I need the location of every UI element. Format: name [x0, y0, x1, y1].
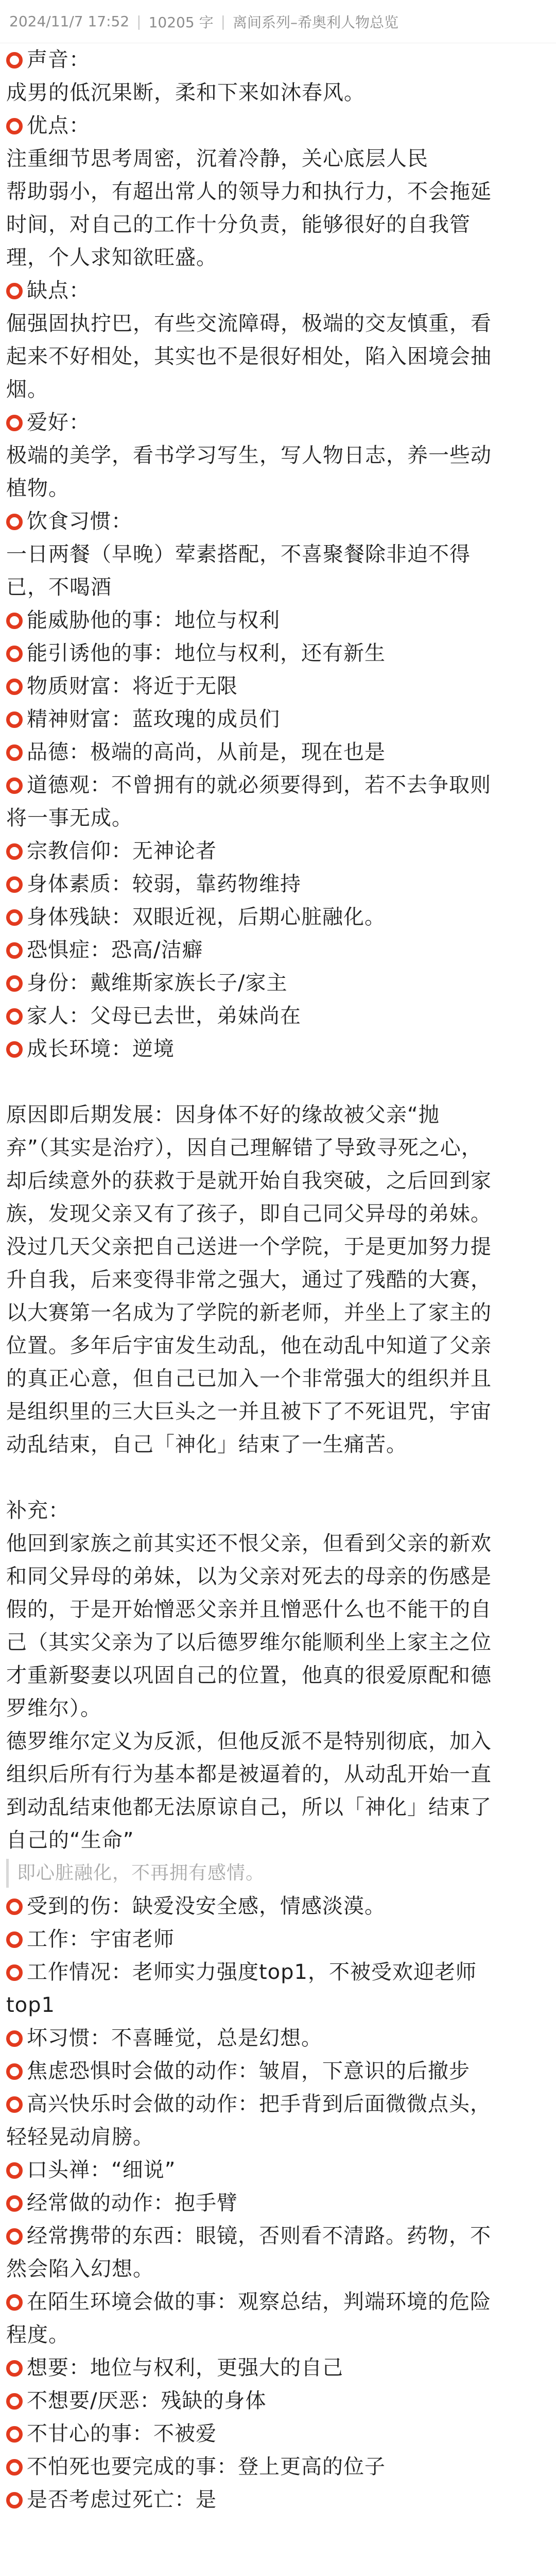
- red-ring-icon: [6, 1964, 23, 1981]
- word-count: 10205 字: [148, 13, 214, 31]
- text-line: [6, 2154, 550, 2187]
- text-line: [6, 769, 550, 802]
- text-line: [6, 967, 550, 999]
- text-line: [6, 1659, 550, 1692]
- text-line: [6, 2417, 550, 2450]
- red-ring-icon: [6, 2360, 23, 2377]
- line-text: 弃”（其实是治疗），因自己理解错了导致寻死之心，: [6, 1136, 482, 1160]
- line-text: 动乱结束，自己「神化」结束了一生痛苦。: [6, 1433, 407, 1456]
- text-line: [6, 2483, 550, 2516]
- text-line: [6, 43, 550, 76]
- line-text: 是组织里的三大巨头之一并且被下了不死诅咒，宇宙: [6, 1400, 492, 1423]
- line-text: 优点：: [27, 114, 90, 138]
- line-text: 倔强固执拧巴，有些交流障碍，极端的交友慎重，看: [6, 312, 492, 335]
- text-line: [6, 999, 550, 1032]
- red-ring-icon: [6, 2294, 23, 2311]
- text-line: [6, 1527, 550, 1560]
- text-line: [6, 934, 550, 967]
- blank-line: [6, 1461, 550, 1494]
- line-text: 不怕死也要完成的事：登上更高的位子: [27, 2455, 386, 2479]
- line-text: 能引诱他的事：地位与权利，还有新生: [27, 641, 386, 665]
- text-line: [6, 1263, 550, 1296]
- text-line: [6, 175, 550, 208]
- text-line: [6, 76, 550, 109]
- line-text: 却后续意外的获救于是就开始自我突破，之后回到家: [6, 1169, 492, 1193]
- text-line: [6, 1593, 550, 1626]
- line-text: 然会陷入幻想。: [6, 2257, 154, 2281]
- red-ring-icon: [6, 909, 23, 926]
- text-line: [6, 1164, 550, 1197]
- line-text: 想要：地位与权利，更强大的自己: [27, 2356, 343, 2380]
- text-line: [6, 703, 550, 736]
- red-ring-icon: [6, 415, 23, 431]
- line-text: 他回到家族之前其实还不恨父亲，但看到父亲的新欢: [6, 1532, 492, 1555]
- text-line: [6, 1989, 550, 2022]
- text-line: [6, 1890, 550, 1923]
- line-text: 和同父异母的弟妹，以为父亲对死去的母亲的伤感是: [6, 1565, 492, 1588]
- text-line: [6, 1032, 550, 1065]
- line-text: 德罗维尔定义为反派，但他反派不是特别彻底，加入: [6, 1730, 492, 1753]
- red-ring-icon: [6, 1008, 23, 1025]
- text-line: [6, 2219, 550, 2252]
- red-ring-icon: [6, 52, 23, 69]
- text-line: [6, 142, 550, 175]
- red-ring-icon: [6, 2096, 23, 2113]
- line-text: 已，不喝酒: [6, 575, 112, 599]
- text-line: [6, 1098, 550, 1131]
- text-line: [6, 1197, 550, 1230]
- text-line: [6, 1725, 550, 1758]
- text-line: [6, 1362, 550, 1395]
- red-ring-icon: [6, 1931, 23, 1948]
- line-text: 自己的“生命”: [6, 1828, 134, 1852]
- line-text: 成男的低沉果断，柔和下来如沐春风。: [6, 81, 365, 105]
- line-text: 族，发现父亲又有了孩子，即自己同父异母的弟妹。: [6, 1202, 492, 1226]
- text-line: [6, 1758, 550, 1791]
- red-ring-icon: [6, 118, 23, 134]
- line-text: 注重细节思考周密，沉着冷静，关心底层人民: [6, 147, 428, 171]
- line-text: 身体残缺：双眼近视，后期心脏融化。: [27, 905, 386, 929]
- red-ring-icon: [6, 1899, 23, 1915]
- text-line: [6, 406, 550, 439]
- line-text: 品德：极端的高尚，从前是，现在也是: [27, 740, 386, 764]
- text-line: [6, 1692, 550, 1725]
- line-text: 植物。: [6, 477, 70, 500]
- red-ring-icon: [6, 2426, 23, 2443]
- text-line: [6, 373, 550, 406]
- red-ring-icon: [6, 744, 23, 761]
- line-text: 一日两餐（早晚）荤素搭配，不喜聚餐除非迫不得: [6, 543, 471, 566]
- line-text: 不甘心的事：不被爱: [27, 2422, 217, 2446]
- text-line: [6, 1956, 550, 1989]
- text-line: [6, 1626, 550, 1659]
- line-text: 成长环境：逆境: [27, 1037, 175, 1061]
- note-meta-bar: [0, 0, 556, 43]
- text-line: [6, 637, 550, 670]
- text-line: [6, 1428, 550, 1461]
- line-text: 己（其实父亲为了以后德罗维尔能顺利坐上家主之位: [6, 1631, 492, 1654]
- text-line: [6, 109, 550, 142]
- red-ring-icon: [6, 2030, 23, 2047]
- text-line: [6, 901, 550, 934]
- line-text: 理，个人求知欲旺盛。: [6, 246, 217, 269]
- line-text: 能威胁他的事：地位与权利: [27, 608, 280, 632]
- text-line: [6, 1131, 550, 1164]
- note-datetime: 2024/11/7 17:52: [9, 13, 130, 30]
- red-ring-icon: [6, 711, 23, 728]
- red-ring-icon: [6, 2195, 23, 2212]
- text-line: [6, 2384, 550, 2417]
- text-line: [6, 670, 550, 703]
- line-text: 缺点：: [27, 279, 90, 302]
- line-text: 恐惧症：恐高/洁癖: [27, 938, 203, 962]
- red-ring-icon: [6, 2492, 23, 2509]
- red-ring-icon: [6, 942, 23, 959]
- red-ring-icon: [6, 679, 23, 695]
- note-body: [0, 43, 556, 2516]
- line-text: 以大赛第一名成为了学院的新老师，并坐上了家主的: [6, 1301, 492, 1325]
- line-text: 饮食习惯：: [27, 510, 132, 533]
- text-line: [6, 2450, 550, 2483]
- text-line: [6, 538, 550, 571]
- line-text: 高兴快乐时会做的动作：把手背到后面微微点头，: [27, 2092, 491, 2116]
- text-line: [6, 2252, 550, 2285]
- blank-line: [6, 1065, 550, 1098]
- red-ring-icon: [6, 2459, 23, 2476]
- text-line: [6, 2088, 550, 2121]
- text-line: [6, 2121, 550, 2154]
- text-line: [6, 340, 550, 373]
- line-text: 的真正心意，但自己已加入一个非常强大的组织并且: [6, 1367, 492, 1391]
- note-collection-link[interactable]: 离间系列–希奥利人物总览: [233, 13, 399, 31]
- line-text: top1: [6, 1993, 55, 2017]
- text-line: [6, 2351, 550, 2384]
- red-ring-icon: [6, 2228, 23, 2245]
- line-text: 爱好：: [27, 411, 90, 434]
- text-line: [6, 835, 550, 868]
- line-text: 身份：戴维斯家族长子/家主: [27, 971, 288, 995]
- line-text: 物质财富：将近于无限: [27, 674, 238, 698]
- red-ring-icon: [6, 613, 23, 629]
- line-text: 在陌生环境会做的事：观察总结，判端环境的危险: [27, 2290, 491, 2314]
- red-ring-icon: [6, 2162, 23, 2179]
- text-line: [6, 1923, 550, 1956]
- line-text: 假的，于是开始憎恶父亲并且憎恶什么也不能干的自: [6, 1598, 492, 1621]
- line-text: 升自我，后来变得非常之强大，通过了残酷的大赛，: [6, 1268, 492, 1292]
- text-line: [6, 307, 550, 340]
- line-text: 焦虑恐惧时会做的动作：皱眉，下意识的后撤步: [27, 2059, 470, 2083]
- line-text: 声音：: [27, 48, 90, 72]
- line-text: 经常携带的东西：眼镜，否则看不清路。药物，不: [27, 2224, 491, 2248]
- red-ring-icon: [6, 876, 23, 893]
- red-ring-icon: [6, 1041, 23, 1058]
- line-text: 罗维尔）。: [6, 1697, 101, 1720]
- line-text: 将一事无成。: [6, 806, 133, 830]
- meta-divider: |: [136, 13, 142, 30]
- text-line: [6, 604, 550, 637]
- line-text: 受到的伤：缺爱没安全感，情感淡漠。: [27, 1894, 386, 1918]
- quote-line: [6, 1859, 550, 1888]
- text-line: [6, 2055, 550, 2088]
- line-text: 帮助弱小，有超出常人的领导力和执行力，不会拖延: [6, 180, 492, 204]
- line-text: 不想要/厌恶：残缺的身体: [27, 2389, 267, 2413]
- red-ring-icon: [6, 2063, 23, 2080]
- line-text: 工作情况：老师实力强度top1，不被受欢迎老师: [27, 1960, 477, 1984]
- red-ring-icon: [6, 2393, 23, 2410]
- line-text: 起来不好相处，其实也不是很好相处，陷入困境会抽: [6, 345, 492, 368]
- line-text: 极端的美学，看书学习写生，写人物日志，养一些动: [6, 444, 492, 467]
- text-line: [6, 1560, 550, 1593]
- line-text: 口头禅：“细说”: [27, 2158, 176, 2182]
- line-text: 时间，对自己的工作十分负责，能够很好的自我管: [6, 213, 471, 236]
- text-line: [6, 1791, 550, 1824]
- text-line: [6, 571, 550, 604]
- line-text: 经常做的动作：抱手臂: [27, 2191, 238, 2215]
- text-line: [6, 208, 550, 241]
- red-ring-icon: [6, 777, 23, 794]
- text-line: [6, 2318, 550, 2351]
- red-ring-icon: [6, 514, 23, 530]
- text-line: [6, 241, 550, 274]
- meta-divider: |: [220, 13, 226, 30]
- text-line: [6, 2285, 550, 2318]
- text-line: [6, 1395, 550, 1428]
- line-text: 精神财富：蓝玫瑰的成员们: [27, 707, 280, 731]
- line-text: 道德观：不曾拥有的就必须要得到，若不去争取则: [27, 773, 491, 797]
- line-text: 烟。: [6, 378, 48, 401]
- line-text: 轻轻晃动肩膀。: [6, 2125, 154, 2149]
- text-line: [6, 2187, 550, 2219]
- red-ring-icon: [6, 843, 23, 860]
- text-line: [6, 1230, 550, 1263]
- text-line: [6, 439, 550, 472]
- text-line: [6, 868, 550, 901]
- red-ring-icon: [6, 283, 23, 299]
- line-text: 位置。多年后宇宙发生动乱，他在动乱中知道了父亲: [6, 1334, 492, 1358]
- text-line: [6, 274, 550, 307]
- line-text: 工作：宇宙老师: [27, 1927, 175, 1951]
- red-ring-icon: [6, 646, 23, 662]
- text-line: [6, 802, 550, 835]
- text-line: [6, 1494, 550, 1527]
- text-line: [6, 736, 550, 769]
- line-text: 程度。: [6, 2323, 70, 2347]
- red-ring-icon: [6, 975, 23, 992]
- line-text: 宗教信仰：无神论者: [27, 839, 217, 863]
- line-text: 是否考虑过死亡：是: [27, 2488, 217, 2512]
- line-text: 身体素质：较弱，靠药物维持: [27, 872, 301, 896]
- line-text: 即心脏融化，不再拥有感情。: [17, 1862, 265, 1884]
- text-line: [6, 1824, 550, 1857]
- text-line: [6, 505, 550, 538]
- line-text: 原因即后期发展：因身体不好的缘故被父亲“抛: [6, 1103, 440, 1127]
- line-text: 家人：父母已去世，弟妹尚在: [27, 1004, 301, 1028]
- line-text: 补充：: [6, 1499, 70, 1522]
- text-line: [6, 2022, 550, 2055]
- line-text: 到动乱结束他都无法原谅自己，所以「神化」结束了: [6, 1795, 492, 1819]
- text-line: [6, 1329, 550, 1362]
- text-line: [6, 1296, 550, 1329]
- line-text: 组织后所有行为基本都是被逼着的，从动乱开始一直: [6, 1762, 492, 1786]
- line-text: 才重新娶妻以巩固自己的位置，他真的很爱原配和德: [6, 1664, 492, 1687]
- line-text: 坏习惯：不喜睡觉，总是幻想。: [27, 2026, 322, 2050]
- text-line: [6, 472, 550, 505]
- line-text: 没过几天父亲把自己送进一个学院，于是更加努力提: [6, 1235, 492, 1259]
